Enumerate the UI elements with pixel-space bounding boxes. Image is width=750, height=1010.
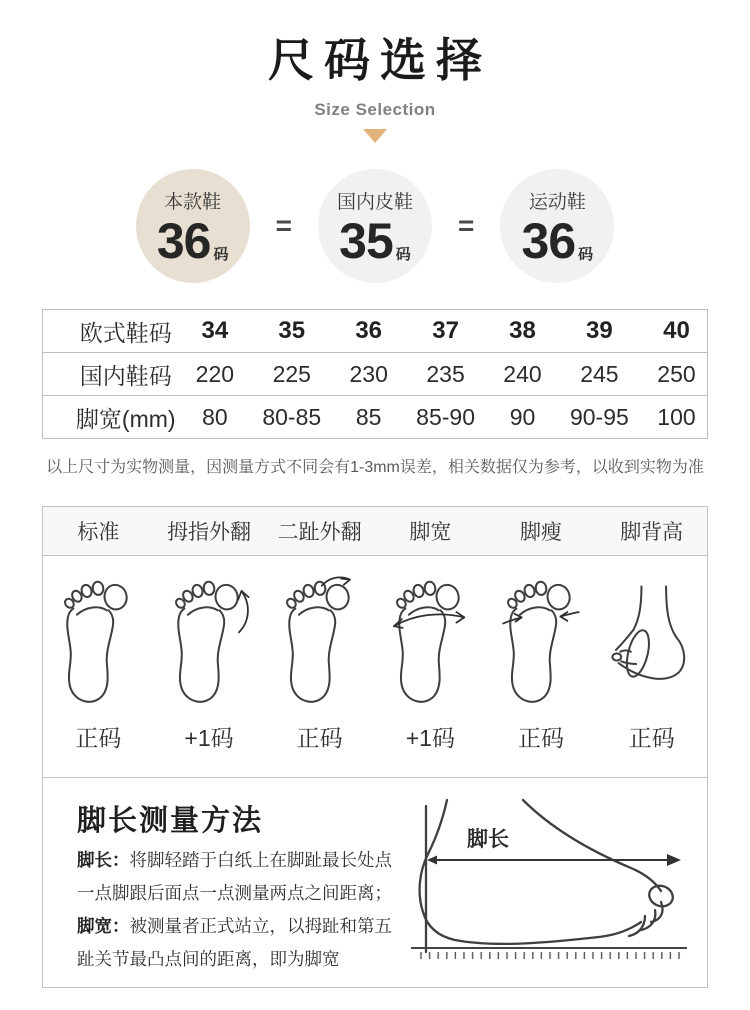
equals-sign: = (458, 210, 475, 241)
down-triangle-icon (363, 129, 387, 143)
table-cell: 39 (586, 317, 613, 344)
table-cell: 245 (553, 353, 646, 396)
circle-label: 国内皮鞋 (336, 191, 413, 213)
size-recommendation: 正码 (296, 725, 343, 751)
table-cell: 85 (338, 396, 399, 439)
row-header: 脚宽(mm) (43, 396, 185, 439)
table-cell: 230 (338, 353, 399, 396)
size-conversion-row (0, 169, 750, 283)
foot-type-guide (42, 506, 708, 778)
header (0, 0, 750, 143)
page-subtitle: Size Selection (314, 100, 436, 119)
table-cell: 250 (646, 353, 708, 396)
foot-width-label: 脚宽： (77, 915, 130, 936)
circle-size-unit: 码 (213, 245, 229, 263)
foot-type-header: 脚瘦 (520, 521, 563, 544)
table-row-euro-size (43, 310, 708, 353)
disclaimer-text: 以上尺寸为实物测量，因测量方式不同会有1-3mm误差，相关数据仅为参考，以收到实物为准 (46, 459, 704, 476)
size-recommendation: 正码 (518, 725, 565, 751)
row-header: 欧式鞋码 (79, 319, 172, 346)
foot-type-column (154, 576, 265, 753)
foot-type-header-row (43, 507, 707, 556)
foot-type-header: 拇指外翻 (167, 521, 251, 544)
table-row-foot-width (43, 396, 708, 439)
measurement-guide (42, 777, 708, 988)
circle-size-value: 36 (521, 212, 576, 269)
size-recommendation: 正码 (75, 725, 122, 751)
table-cell: 38 (509, 317, 536, 344)
circle-size-value: 35 (339, 212, 393, 269)
ruler (411, 948, 687, 959)
page-title: 尺码选择 (268, 33, 492, 87)
table-cell: 80 (185, 396, 246, 439)
conversion-circle-this-shoe (136, 169, 250, 283)
footprint-narrow-icon (496, 576, 586, 708)
size-recommendation: +1码 (184, 725, 234, 751)
circle-size-unit: 码 (395, 245, 411, 263)
foot-width-text: 被测量者正式站立，以拇趾和第五趾关节最凸点间的距离，即为脚宽 (77, 915, 392, 969)
foot-type-body-row (43, 556, 707, 777)
measurement-title: 脚长测量方法 (77, 805, 264, 837)
size-table (42, 309, 708, 439)
table-cell: 240 (492, 353, 553, 396)
circle-size-unit: 码 (578, 245, 594, 263)
table-cell: 36 (355, 317, 383, 344)
footprint-standard-icon (53, 576, 143, 708)
table-cell: 34 (201, 317, 229, 344)
foot-length-arrow (427, 854, 681, 866)
table-row-cn-size (43, 353, 708, 396)
table-cell: 37 (432, 317, 459, 344)
equals-sign: = (275, 210, 292, 241)
table-cell: 235 (399, 353, 492, 396)
table-cell: 220 (185, 353, 246, 396)
row-header: 国内鞋码 (43, 353, 185, 396)
size-recommendation: 正码 (628, 725, 675, 751)
measurement-instructions (77, 844, 407, 976)
foot-high-instep-icon (607, 576, 697, 708)
diagram-label: 脚长 (467, 828, 509, 851)
foot-type-column (264, 576, 375, 753)
foot-type-header: 二趾外翻 (277, 521, 362, 544)
footprint-secondtoe-valgus-icon (275, 576, 365, 708)
foot-length-diagram (403, 796, 695, 972)
circle-size-value: 36 (156, 212, 211, 269)
foot-type-column (43, 576, 154, 753)
foot-type-header: 脚背高 (620, 521, 684, 544)
foot-length-text: 将脚轻踏于白纸上在脚趾最长处点一点脚跟后面点一点测量两点之间距离； (77, 850, 392, 903)
table-cell: 85-90 (399, 396, 492, 439)
size-recommendation: +1码 (405, 725, 455, 751)
circle-label: 运动鞋 (528, 191, 586, 213)
foot-length-label: 脚长： (77, 850, 130, 870)
table-cell: 225 (245, 353, 338, 396)
footprint-bigtoe-valgus-icon (164, 576, 254, 708)
conversion-circle-sport-shoe (500, 169, 614, 283)
table-cell: 35 (278, 317, 306, 344)
footprint-wide-icon (385, 576, 475, 708)
foot-type-column (375, 576, 486, 753)
table-cell: 90-95 (553, 396, 646, 439)
foot-type-header: 脚宽 (409, 521, 452, 544)
foot-type-column (596, 576, 707, 753)
conversion-circle-leather-shoe (318, 169, 432, 283)
foot-type-header: 标准 (77, 521, 120, 544)
foot-type-column (486, 576, 597, 753)
table-cell: 80-85 (245, 396, 338, 439)
table-cell: 100 (646, 396, 708, 439)
table-cell: 40 (663, 317, 690, 344)
table-cell: 90 (492, 396, 553, 439)
circle-label: 本款鞋 (164, 191, 222, 213)
